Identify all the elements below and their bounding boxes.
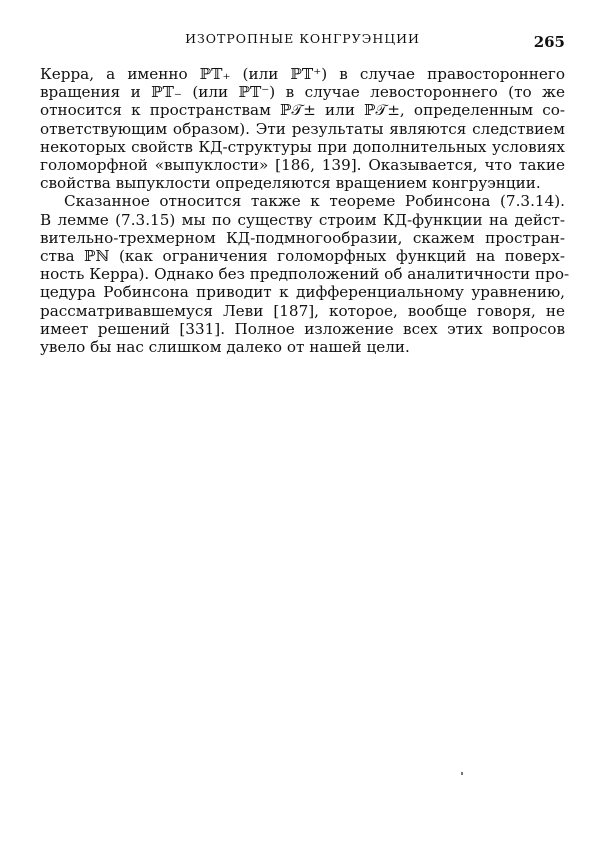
body-text xyxy=(40,65,570,357)
text-line: Сказанное относится также к теореме Робинсона (7.3.14). xyxy=(64,192,565,211)
text-line: свойства выпуклости определяются вращением конгруэнции. xyxy=(40,174,541,193)
text-line: относится к пространствам ℙ𝒯± или ℙ𝒯±, определенным со- xyxy=(40,101,565,120)
page-number: 265 xyxy=(533,33,565,51)
text-line: ответствующим образом). Эти результаты являются следствием xyxy=(40,119,565,138)
text-line: ства ℙℕ (как ограничения голоморфных функций на поверх- xyxy=(40,247,565,266)
text-line: вительно-трехмерном КД-подмногообразии, скажем простран- xyxy=(40,228,565,247)
text-line: рассматривавшемуся Леви [187], которое, вообще говоря, не xyxy=(40,301,565,320)
paragraph-2 xyxy=(40,192,570,357)
text-line: увело бы нас слишком далеко от нашей цели. xyxy=(40,338,410,357)
running-title: ИЗОТРОПНЫЕ КОНГРУЭНЦИИ xyxy=(185,31,420,46)
text-line: В лемме (7.3.15) мы по существу строим КД-функции на дейст- xyxy=(40,210,565,229)
text-line: цедура Робинсона приводит к дифференциальному уравнению, xyxy=(40,283,565,302)
text-line: ность Керра). Однако без предположений об аналитичности про- xyxy=(40,265,570,284)
text-line: вращения и ℙ𝕋₋ (или ℙ𝕋⁻) в случае левостороннего (то же xyxy=(40,83,565,102)
scan-speck xyxy=(461,772,463,775)
text-line: некоторых свойств КД-структуры при дополнительных условиях xyxy=(40,137,565,156)
text-line: Керра, а именно ℙ𝕋₊ (или ℙ𝕋⁺) в случае правостороннего xyxy=(40,65,565,83)
paragraph-1 xyxy=(40,65,565,192)
page-header xyxy=(40,30,565,50)
text-line: голоморфной «выпуклости» [186, 139]. Оказывается, что такие xyxy=(40,156,565,175)
text-line: имеет решений [331]. Полное изложение всех этих вопросов xyxy=(40,319,565,338)
